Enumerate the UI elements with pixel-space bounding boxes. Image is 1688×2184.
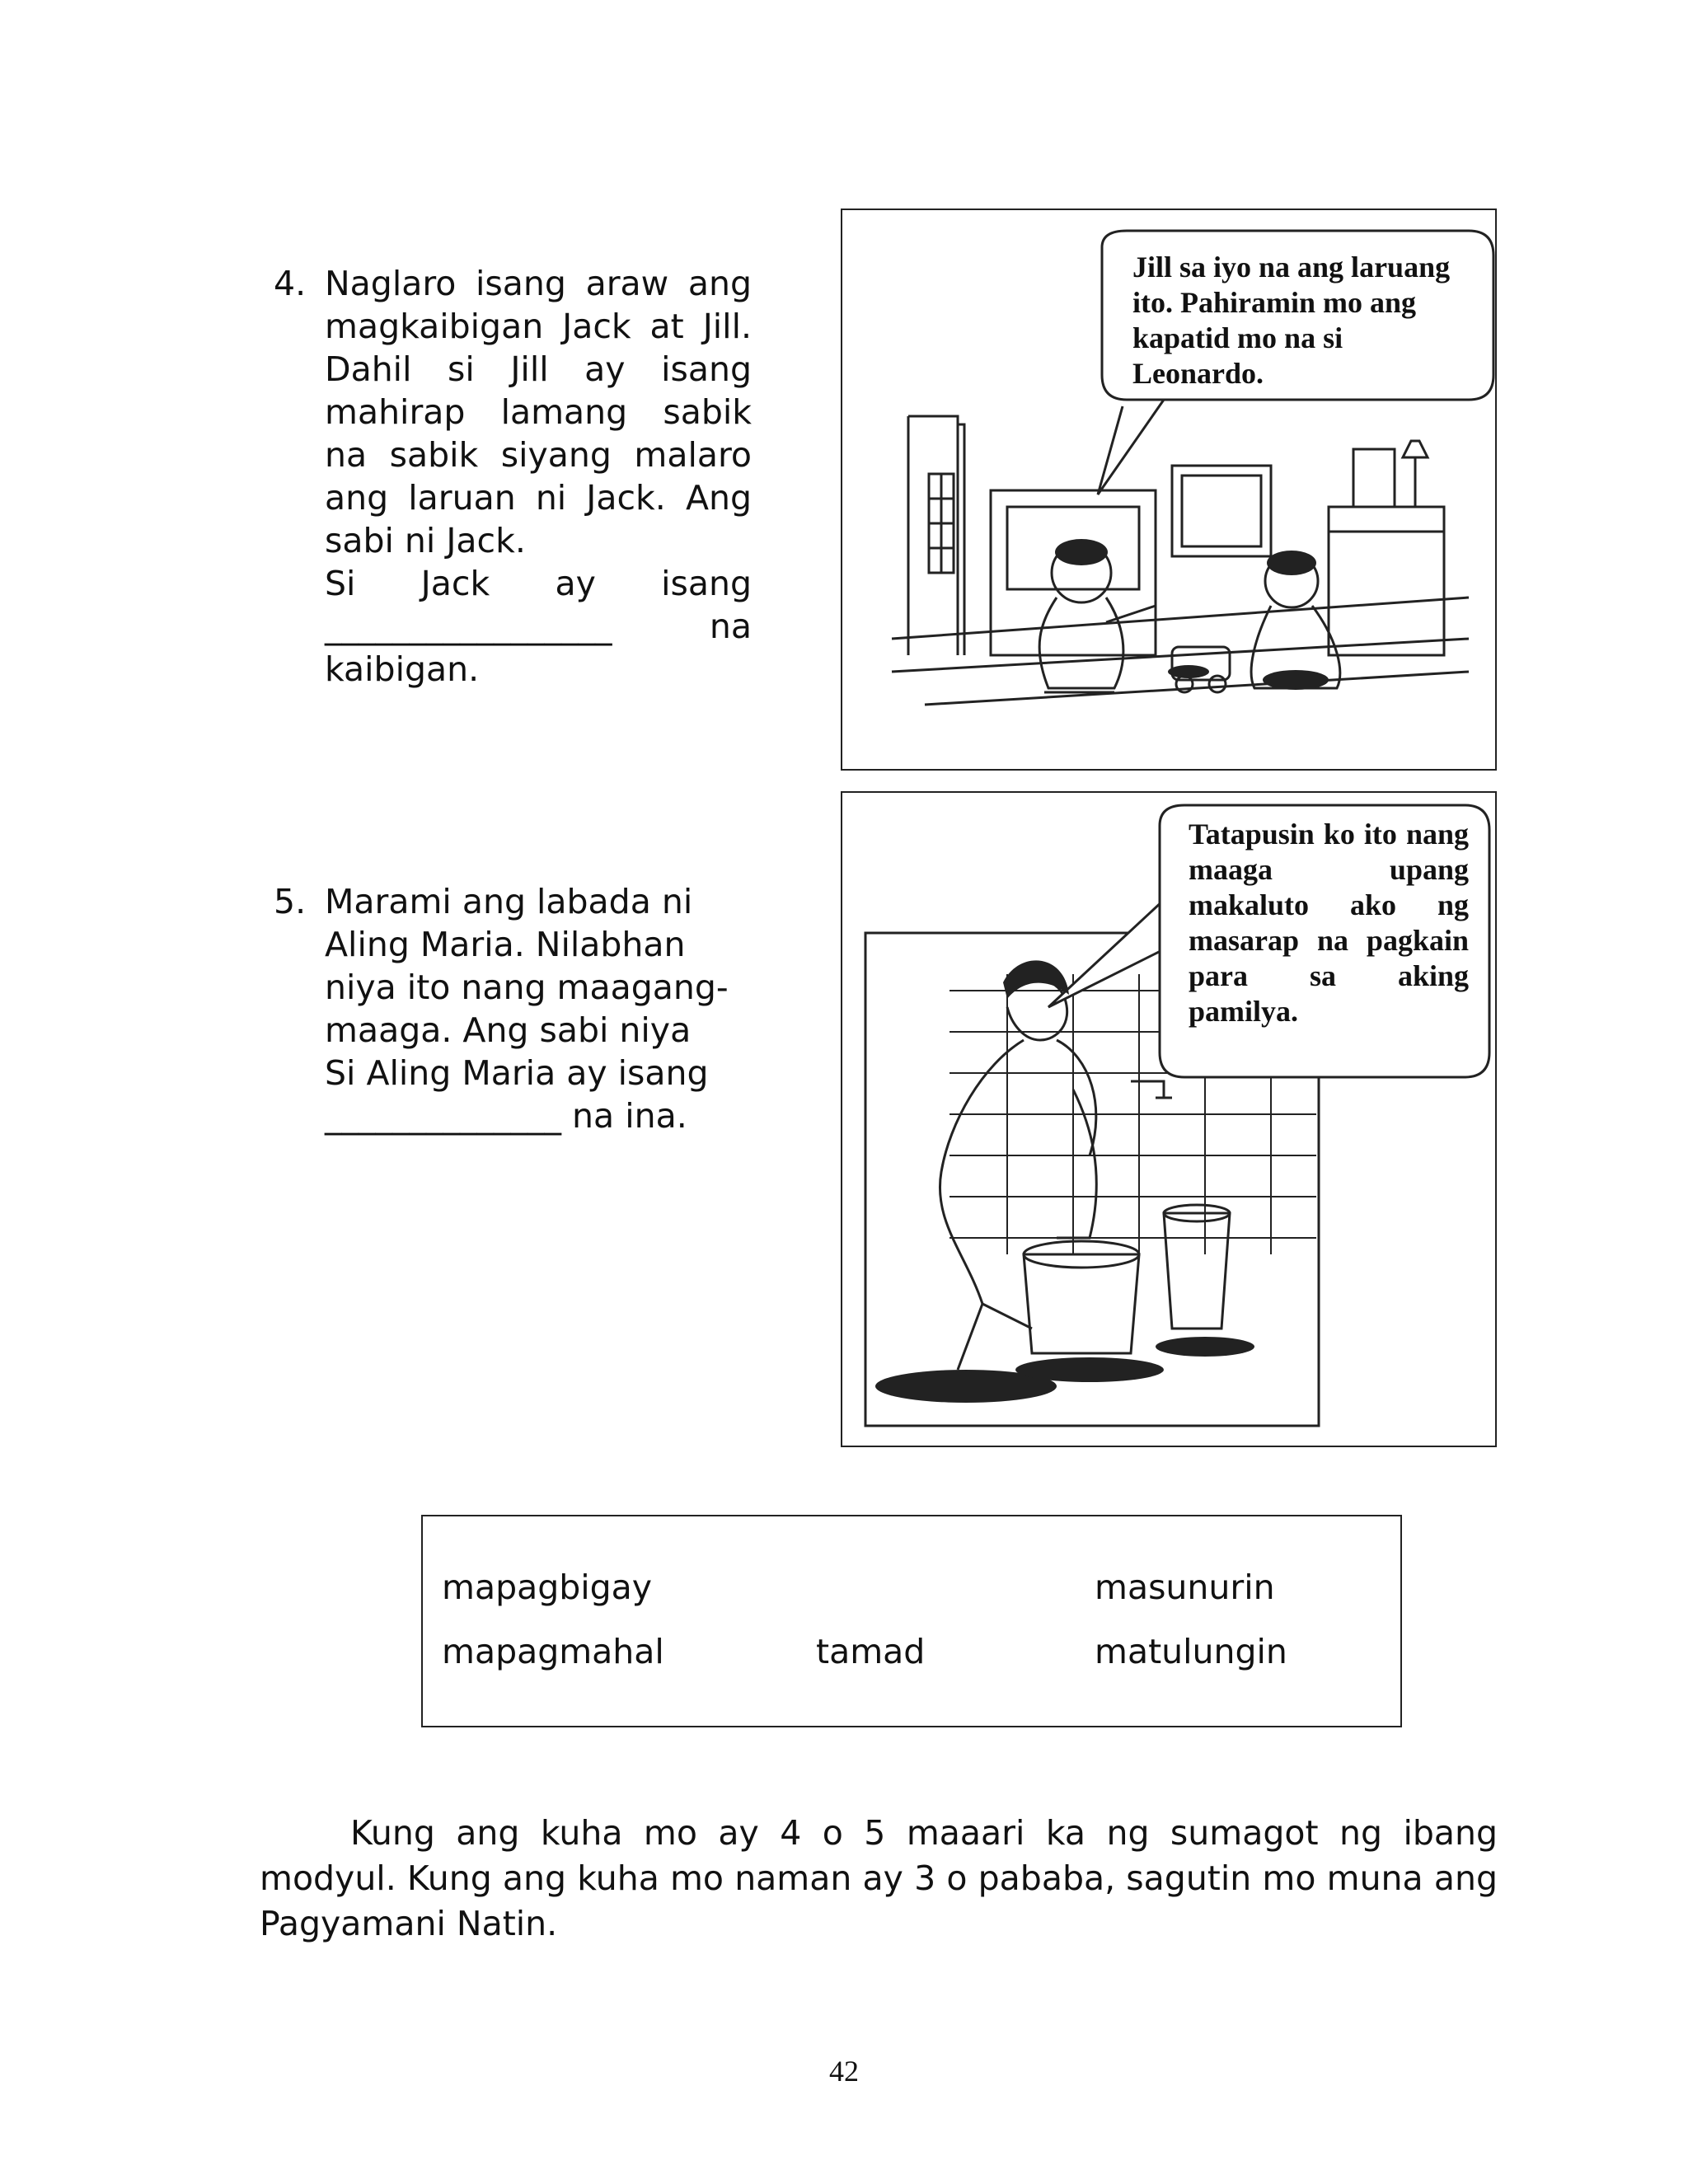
word-bank-item: mapagbigay: [442, 1568, 653, 1607]
answer-blank: ______________: [325, 1096, 561, 1136]
speech-bubble-last-line: pamilya.: [1189, 995, 1299, 1028]
word-bank-item: masunurin: [1095, 1568, 1275, 1607]
speech-bubble-main: Tatapusin ko ito nang maaga upang makaluto ako ng masarap na pagkain para sa aking: [1189, 818, 1469, 992]
page-number: 42: [829, 2055, 859, 2088]
answer-blank: _________________: [325, 607, 612, 646]
speech-bubble-text: Jill sa iyo na ang laruang ito. Pahiramin mo ang kapatid mo na si Leonardo.: [1132, 251, 1451, 390]
question-item-4: [274, 262, 752, 691]
question-text: Naglaro isang araw ang magkaibigan Jack at Jill. Dahil si Jill ay isang mahirap lamang sabik na sabik siyang malaro ang laruan ni Jack. Ang sabi ni Jack.: [325, 264, 752, 560]
word-bank-item: tamad: [816, 1632, 926, 1671]
answer-sentence: [325, 562, 752, 691]
answer-suffix: na kaibigan.: [325, 607, 752, 689]
item-number: 4.: [274, 264, 307, 303]
illustration-panel-children-playing: [841, 209, 1497, 771]
word-bank-box: [421, 1515, 1402, 1727]
answer-prefix: Si Jack ay isang: [325, 564, 752, 603]
speech-bubble-text: [1189, 817, 1469, 1029]
question-text: Marami ang labada ni Aling Maria. Nilabhan niya ito nang maagang-maaga. Ang sabi niya: [325, 882, 729, 1050]
instruction-paragraph: [260, 1811, 1498, 1947]
word-bank-item: mapagmahal: [442, 1632, 664, 1671]
answer-suffix: na ina.: [572, 1096, 687, 1136]
illustration-panel-laundry: [841, 791, 1497, 1447]
instruction-text: Kung ang kuha mo ay 4 o 5 maaari ka ng sumagot ng ibang modyul. Kung ang kuha mo naman ay 3 o pababa, sagutin mo muna ang Pagyamani Natin.: [260, 1813, 1498, 1943]
item-number: 5.: [274, 882, 307, 921]
word-bank-item: matulungin: [1095, 1632, 1287, 1671]
answer-sentence: [325, 1052, 752, 1137]
answer-prefix: Si Aling Maria ay isang: [325, 1053, 709, 1093]
question-item-5: [274, 880, 752, 1137]
